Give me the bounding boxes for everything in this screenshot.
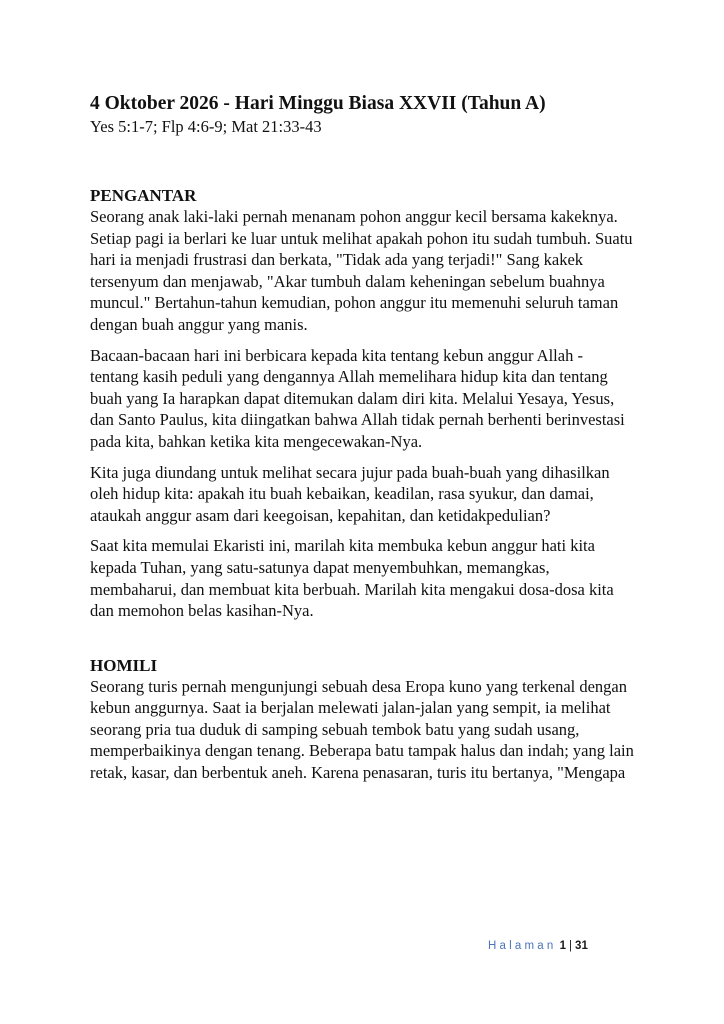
paragraph: Kita juga diundang untuk melihat secara jujur pada buah-buah yang dihasilkan oleh hidup kita: apakah itu buah kebaikan, keadilan, rasa syukur, dan damai, ataukah anggur asam dari keegoisan, kepahitan, dan ketidakpedulian?	[90, 462, 610, 525]
section-homili	[90, 655, 635, 784]
footer-page-label: Halaman	[488, 940, 557, 952]
footer-page-total: 31	[575, 940, 588, 952]
footer-page-number: 1	[559, 940, 567, 952]
section-heading-pengantar: PENGANTAR	[90, 186, 197, 205]
section-spacer	[90, 137, 635, 185]
page-title: 4 Oktober 2026 - Hari Minggu Biasa XXVII (Tahun A)	[90, 93, 546, 114]
paragraph: Saat kita memulai Ekaristi ini, marilah kita membuka kebun anggur hati kita kepada Tuhan, yang satu-satunya dapat menyembuhkan, memangkas, membaharui, dan membuat kita berbuah. Marilah kita mengakui dosa-dosa kita dan memohon belas kasihan-Nya.	[90, 536, 614, 621]
paragraph: Bacaan-bacaan hari ini berbicara kepada kita tentang kebun anggur Allah - tentang kasih peduli yang dengannya Allah memelihara hidup kita dan tentang buah yang Ia harapkan dapat ditemukan dalam diri kita. Melalui Yesaya, Yesus, dan Santo Paulus, kita diingatkan bahwa Allah tidak pernah berhenti berinvestasi pada kita, bahkan ketika kita mengecewakan-Nya.	[90, 345, 625, 451]
paragraph: Seorang anak laki-laki pernah menanam pohon anggur kecil bersama kakeknya. Setiap pagi ia berlari ke luar untuk melihat apakah pohon itu sudah tumbuh. Suatu hari ia menjadi frustrasi dan berkata, "Tidak ada yang terjadi!" Sang kakek tersenyum dan menjawab, "Akar tumbuh dalam keheningan sebelum buahnya muncul." Bertahun-tahun kemudian, pohon anggur itu memenuhi seluruh taman dengan buah anggur yang manis.	[90, 207, 633, 334]
section-spacer	[90, 622, 635, 655]
footer-separator: |	[569, 940, 573, 952]
paragraph: Seorang turis pernah mengunjungi sebuah desa Eropa kuno yang terkenal dengan kebun anggurnya. Saat ia berjalan melewati jalan-jalan yang sempit, ia melihat seorang pria tua duduk di samping sebuah tembok batu yang sudah usang, memperbaikinya dengan tenang. Beberapa batu tampak halus dan indah; yang lain retak, kasar, dan berbentuk aneh. Karena penasaran, turis itu bertanya, "Mengapa	[90, 676, 634, 783]
section-heading-homili: HOMILI	[90, 655, 158, 675]
section-pengantar	[90, 185, 635, 622]
page-footer	[488, 940, 588, 952]
scripture-readings: Yes 5:1-7; Flp 4:6-9; Mat 21:33-43	[90, 117, 322, 136]
page-content	[90, 92, 635, 784]
